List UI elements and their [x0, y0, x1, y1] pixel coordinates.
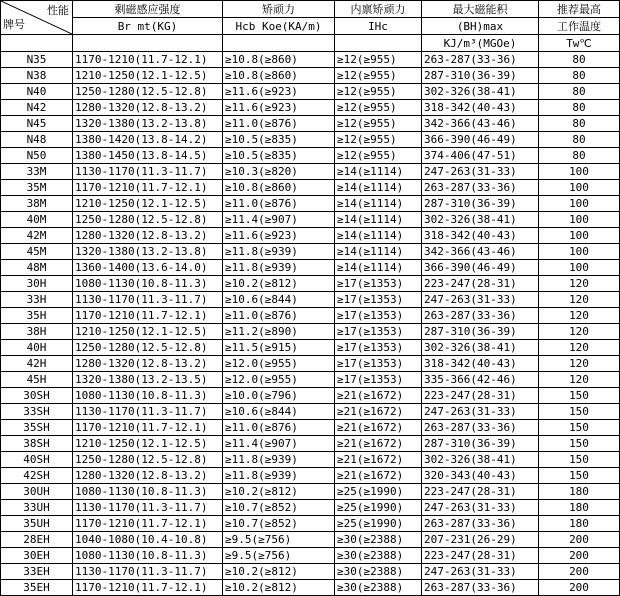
grade-cell: 30SH: [1, 388, 73, 404]
hcb-cell: ≥11.8(≥939): [223, 244, 335, 260]
bh-cell: 335-366(42-46): [422, 372, 539, 388]
hcb-cell: ≥10.2(≥812): [223, 580, 335, 596]
hcj-unit: IHc: [335, 18, 422, 35]
table-row: [1, 180, 620, 196]
bh-cell: 263-287(33-36): [422, 180, 539, 196]
grade-cell: 33EH: [1, 564, 73, 580]
grade-cell: 30EH: [1, 548, 73, 564]
hcj-cell: ≥21(≥1672): [335, 452, 422, 468]
grade-cell: N48: [1, 132, 73, 148]
tw-cell: 120: [539, 340, 620, 356]
grade-cell: 40SH: [1, 452, 73, 468]
bh-cell: 263-287(33-36): [422, 580, 539, 596]
grade-cell: 35M: [1, 180, 73, 196]
bh-cell: 318-342(40-43): [422, 228, 539, 244]
corner-grade-label: 牌号: [3, 18, 25, 31]
hcj-cell: ≥21(≥1672): [335, 420, 422, 436]
hcb-cell: ≥11.0(≥876): [223, 308, 335, 324]
tw-cell: 100: [539, 212, 620, 228]
table-row: [1, 564, 620, 580]
tw-cell: 120: [539, 292, 620, 308]
hcj-cell: ≥17(≥1353): [335, 372, 422, 388]
hcj-cell: ≥17(≥1353): [335, 276, 422, 292]
hcj-cell: ≥25(≥1990): [335, 500, 422, 516]
tw-cell: 80: [539, 100, 620, 116]
br-spacer: [73, 35, 223, 52]
hcj-cell: ≥17(≥1353): [335, 340, 422, 356]
hcb-cell: ≥12.0(≥955): [223, 356, 335, 372]
corner-header-cell: [1, 1, 73, 35]
grade-cell: 30H: [1, 276, 73, 292]
table-row: [1, 148, 620, 164]
hcb-cell: ≥10.6(≥844): [223, 292, 335, 308]
grade-cell: N42: [1, 100, 73, 116]
bh-cell: 247-263(31-33): [422, 164, 539, 180]
hcb-cell: ≥11.8(≥939): [223, 260, 335, 276]
hcb-cell: ≥10.6(≥844): [223, 404, 335, 420]
br-cell: 1080-1130(10.8-11.3): [73, 548, 223, 564]
grade-cell: 45H: [1, 372, 73, 388]
br-cell: 1380-1450(13.8-14.5): [73, 148, 223, 164]
hcj-cell: ≥14(≥1114): [335, 244, 422, 260]
br-cell: 1320-1380(13.2-13.8): [73, 244, 223, 260]
hcb-cell: ≥10.2(≥812): [223, 564, 335, 580]
bh-cell: 302-326(38-41): [422, 84, 539, 100]
hcj-cell: ≥14(≥1114): [335, 196, 422, 212]
hcj-cell: ≥21(≥1672): [335, 436, 422, 452]
tw-cell: 100: [539, 196, 620, 212]
grade-cell: 33SH: [1, 404, 73, 420]
table-row: [1, 436, 620, 452]
br-header: 剩磁感应强度: [73, 1, 223, 18]
br-cell: 1080-1130(10.8-11.3): [73, 484, 223, 500]
bh-cell: 263-287(33-36): [422, 516, 539, 532]
table-row: [1, 468, 620, 484]
br-cell: 1280-1320(12.8-13.2): [73, 468, 223, 484]
bh-cell: 287-310(36-39): [422, 436, 539, 452]
bh-cell: 287-310(36-39): [422, 68, 539, 84]
tw-cell: 150: [539, 420, 620, 436]
grade-cell: 35EH: [1, 580, 73, 596]
br-cell: 1130-1170(11.3-11.7): [73, 292, 223, 308]
tw-unit: Tw℃: [539, 35, 620, 52]
hcb-cell: ≥10.2(≥812): [223, 276, 335, 292]
tw-cell: 200: [539, 580, 620, 596]
bh-cell: 247-263(31-33): [422, 292, 539, 308]
bh-unit: KJ/m³(MGOe): [422, 35, 539, 52]
hcb-cell: ≥10.3(≥820): [223, 164, 335, 180]
br-cell: 1320-1380(13.2-13.8): [73, 116, 223, 132]
br-cell: 1130-1170(11.3-11.7): [73, 164, 223, 180]
table-row: [1, 484, 620, 500]
hcb-cell: ≥10.5(≥835): [223, 148, 335, 164]
hcj-cell: ≥17(≥1353): [335, 308, 422, 324]
hcj-cell: ≥12(≥955): [335, 52, 422, 68]
table-row: [1, 100, 620, 116]
br-cell: 1210-1250(12.1-12.5): [73, 324, 223, 340]
br-cell: 1280-1320(12.8-13.2): [73, 100, 223, 116]
table-row: [1, 500, 620, 516]
hcj-cell: ≥25(≥1990): [335, 484, 422, 500]
table-row: [1, 324, 620, 340]
table-row: [1, 580, 620, 596]
tw-cell: 200: [539, 564, 620, 580]
table-row: [1, 548, 620, 564]
tw-cell: 100: [539, 164, 620, 180]
tw-cell: 80: [539, 52, 620, 68]
tw-cell: 120: [539, 372, 620, 388]
br-cell: 1170-1210(11.7-12.1): [73, 52, 223, 68]
br-cell: 1210-1250(12.1-12.5): [73, 68, 223, 84]
hcj-cell: ≥12(≥955): [335, 100, 422, 116]
hcb-header: 矫顽力: [223, 1, 335, 18]
hcb-spacer: [223, 35, 335, 52]
hcb-cell: ≥11.8(≥939): [223, 468, 335, 484]
tw-header-line1: 推荐最高: [539, 1, 620, 18]
bh-cell: 366-390(46-49): [422, 260, 539, 276]
br-unit: Br mt(KG): [73, 18, 223, 35]
tw-cell: 180: [539, 500, 620, 516]
hcb-cell: ≥11.4(≥907): [223, 436, 335, 452]
table-row: [1, 292, 620, 308]
tw-cell: 120: [539, 356, 620, 372]
grade-cell: 40H: [1, 340, 73, 356]
tw-cell: 80: [539, 68, 620, 84]
grade-cell: N35: [1, 52, 73, 68]
hcb-cell: ≥11.0(≥876): [223, 196, 335, 212]
tw-cell: 120: [539, 324, 620, 340]
grade-cell: 35H: [1, 308, 73, 324]
hcb-cell: ≥10.5(≥835): [223, 132, 335, 148]
grade-cell: 48M: [1, 260, 73, 276]
table-row: [1, 340, 620, 356]
br-cell: 1130-1170(11.3-11.7): [73, 500, 223, 516]
table-row: [1, 228, 620, 244]
hcb-cell: ≥10.2(≥812): [223, 484, 335, 500]
hcj-cell: ≥21(≥1672): [335, 388, 422, 404]
bh-cell: 342-366(43-46): [422, 116, 539, 132]
hcj-cell: ≥14(≥1114): [335, 260, 422, 276]
bh-cell: 263-287(33-36): [422, 420, 539, 436]
grade-cell: 38M: [1, 196, 73, 212]
hcb-cell: ≥11.6(≥923): [223, 228, 335, 244]
hcj-cell: ≥12(≥955): [335, 84, 422, 100]
hcb-cell: ≥10.7(≥852): [223, 516, 335, 532]
hcb-cell: ≥11.4(≥907): [223, 212, 335, 228]
hcj-cell: ≥14(≥1114): [335, 212, 422, 228]
br-cell: 1130-1170(11.3-11.7): [73, 404, 223, 420]
table-row: [1, 276, 620, 292]
hcb-cell: ≥10.8(≥860): [223, 52, 335, 68]
table-row: [1, 164, 620, 180]
bh-header: 最大磁能积: [422, 1, 539, 18]
tw-cell: 80: [539, 148, 620, 164]
bh-cell: 302-326(38-41): [422, 452, 539, 468]
grade-cell: N38: [1, 68, 73, 84]
tw-cell: 80: [539, 116, 620, 132]
table-row: [1, 532, 620, 548]
corner-property-label: 性能: [47, 4, 69, 17]
grade-cell: N40: [1, 84, 73, 100]
bh-cell: 318-342(40-43): [422, 356, 539, 372]
table-row: [1, 388, 620, 404]
grade-cell: 38SH: [1, 436, 73, 452]
tw-cell: 150: [539, 388, 620, 404]
br-cell: 1170-1210(11.7-12.1): [73, 308, 223, 324]
table-row: [1, 196, 620, 212]
grade-cell: 33M: [1, 164, 73, 180]
table-row: [1, 260, 620, 276]
hcb-cell: ≥11.0(≥876): [223, 420, 335, 436]
br-cell: 1250-1280(12.5-12.8): [73, 84, 223, 100]
tw-cell: 100: [539, 244, 620, 260]
bh-cell: 223-247(28-31): [422, 388, 539, 404]
tw-cell: 200: [539, 532, 620, 548]
grade-cell: 38H: [1, 324, 73, 340]
hcb-cell: ≥11.0(≥876): [223, 116, 335, 132]
bh-cell: 366-390(46-49): [422, 132, 539, 148]
bh-sub: (BH)max: [422, 18, 539, 35]
br-cell: 1250-1280(12.5-12.8): [73, 340, 223, 356]
br-cell: 1360-1400(13.6-14.0): [73, 260, 223, 276]
grade-cell: 42H: [1, 356, 73, 372]
bh-cell: 287-310(36-39): [422, 324, 539, 340]
tw-cell: 180: [539, 516, 620, 532]
hcj-cell: ≥14(≥1114): [335, 228, 422, 244]
tw-cell: 100: [539, 180, 620, 196]
tw-cell: 120: [539, 308, 620, 324]
tw-cell: 100: [539, 228, 620, 244]
tw-cell: 200: [539, 548, 620, 564]
hcb-cell: ≥9.5(≥756): [223, 548, 335, 564]
hcb-cell: ≥9.5(≥756): [223, 532, 335, 548]
tw-cell: 180: [539, 484, 620, 500]
hcb-cell: ≥10.7(≥852): [223, 500, 335, 516]
br-cell: 1170-1210(11.7-12.1): [73, 516, 223, 532]
grade-cell: 42SH: [1, 468, 73, 484]
bh-cell: 247-263(31-33): [422, 500, 539, 516]
grade-cell: 40M: [1, 212, 73, 228]
bh-cell: 287-310(36-39): [422, 196, 539, 212]
hcj-cell: ≥14(≥1114): [335, 180, 422, 196]
tw-cell: 120: [539, 276, 620, 292]
table-row: [1, 308, 620, 324]
table-row: [1, 372, 620, 388]
hcb-unit: Hcb Koe(KA/m): [223, 18, 335, 35]
hcb-cell: ≥10.0(≥796): [223, 388, 335, 404]
table-row: [1, 356, 620, 372]
tw-header-line2: 工作温度: [539, 18, 620, 35]
hcj-cell: ≥25(≥1990): [335, 516, 422, 532]
grade-cell: 35SH: [1, 420, 73, 436]
grade-cell: 42M: [1, 228, 73, 244]
table-row: [1, 52, 620, 68]
tw-cell: 150: [539, 436, 620, 452]
grade-cell: 45M: [1, 244, 73, 260]
grade-cell: 30UH: [1, 484, 73, 500]
br-cell: 1320-1380(13.2-13.5): [73, 372, 223, 388]
hcb-cell: ≥10.8(≥860): [223, 180, 335, 196]
table-row: [1, 132, 620, 148]
bh-cell: 320-343(40-43): [422, 468, 539, 484]
table-row: [1, 420, 620, 436]
hcj-cell: ≥30(≥2388): [335, 580, 422, 596]
bh-cell: 223-247(28-31): [422, 484, 539, 500]
hcj-cell: ≥17(≥1353): [335, 324, 422, 340]
bh-cell: 263-287(33-36): [422, 52, 539, 68]
hcj-cell: ≥21(≥1672): [335, 404, 422, 420]
bh-cell: 374-406(47-51): [422, 148, 539, 164]
tw-cell: 150: [539, 468, 620, 484]
hcj-cell: ≥30(≥2388): [335, 564, 422, 580]
grade-header-spacer: [1, 35, 73, 52]
hcb-cell: ≥10.8(≥860): [223, 68, 335, 84]
hcj-cell: ≥12(≥955): [335, 148, 422, 164]
table-row: [1, 244, 620, 260]
grade-cell: 33UH: [1, 500, 73, 516]
br-cell: 1280-1320(12.8-13.2): [73, 356, 223, 372]
br-cell: 1130-1170(11.3-11.7): [73, 564, 223, 580]
grade-cell: N45: [1, 116, 73, 132]
bh-cell: 302-326(38-41): [422, 340, 539, 356]
table-row: [1, 68, 620, 84]
hcb-cell: ≥11.5(≥915): [223, 340, 335, 356]
grade-cell: 33H: [1, 292, 73, 308]
table-body: [1, 52, 620, 596]
hcj-cell: ≥12(≥955): [335, 68, 422, 84]
br-cell: 1210-1250(12.1-12.5): [73, 436, 223, 452]
bh-cell: 318-342(40-43): [422, 100, 539, 116]
hcj-cell: ≥17(≥1353): [335, 356, 422, 372]
br-cell: 1080-1130(10.8-11.3): [73, 388, 223, 404]
bh-cell: 223-247(28-31): [422, 548, 539, 564]
br-cell: 1250-1280(12.5-12.8): [73, 452, 223, 468]
bh-cell: 247-263(31-33): [422, 564, 539, 580]
hcj-header: 内禀矫顽力: [335, 1, 422, 18]
br-cell: 1380-1420(13.8-14.2): [73, 132, 223, 148]
bh-cell: 223-247(28-31): [422, 276, 539, 292]
bh-cell: 263-287(33-36): [422, 308, 539, 324]
hcj-cell: ≥12(≥955): [335, 132, 422, 148]
br-cell: 1280-1320(12.8-13.2): [73, 228, 223, 244]
hcb-cell: ≥11.6(≥923): [223, 84, 335, 100]
hcb-cell: ≥11.2(≥890): [223, 324, 335, 340]
grade-cell: N50: [1, 148, 73, 164]
table-row: [1, 516, 620, 532]
hcb-cell: ≥11.6(≥923): [223, 100, 335, 116]
bh-cell: 342-366(43-46): [422, 244, 539, 260]
tw-cell: 150: [539, 404, 620, 420]
hcj-cell: ≥30(≥2388): [335, 548, 422, 564]
table-row: [1, 212, 620, 228]
hcj-cell: ≥30(≥2388): [335, 532, 422, 548]
tw-cell: 80: [539, 132, 620, 148]
hcj-spacer: [335, 35, 422, 52]
grade-cell: 28EH: [1, 532, 73, 548]
table-row: [1, 452, 620, 468]
table-header: [1, 1, 620, 52]
hcj-cell: ≥12(≥955): [335, 116, 422, 132]
grade-cell: 35UH: [1, 516, 73, 532]
tw-cell: 150: [539, 452, 620, 468]
br-cell: 1170-1210(11.7-12.1): [73, 180, 223, 196]
br-cell: 1040-1080(10.4-10.8): [73, 532, 223, 548]
table-row: [1, 116, 620, 132]
br-cell: 1170-1210(11.7-12.1): [73, 580, 223, 596]
hcj-cell: ≥17(≥1353): [335, 292, 422, 308]
bh-cell: 207-231(26-29): [422, 532, 539, 548]
br-cell: 1170-1210(11.7-12.1): [73, 420, 223, 436]
br-cell: 1250-1280(12.5-12.8): [73, 212, 223, 228]
tw-cell: 80: [539, 84, 620, 100]
hcj-cell: ≥21(≥1672): [335, 468, 422, 484]
hcb-cell: ≥12.0(≥955): [223, 372, 335, 388]
br-cell: 1080-1130(10.8-11.3): [73, 276, 223, 292]
table-row: [1, 404, 620, 420]
table-row: [1, 84, 620, 100]
hcj-cell: ≥14(≥1114): [335, 164, 422, 180]
tw-cell: 100: [539, 260, 620, 276]
bh-cell: 247-263(31-33): [422, 404, 539, 420]
hcb-cell: ≥11.8(≥939): [223, 452, 335, 468]
br-cell: 1210-1250(12.1-12.5): [73, 196, 223, 212]
bh-cell: 302-326(38-41): [422, 212, 539, 228]
